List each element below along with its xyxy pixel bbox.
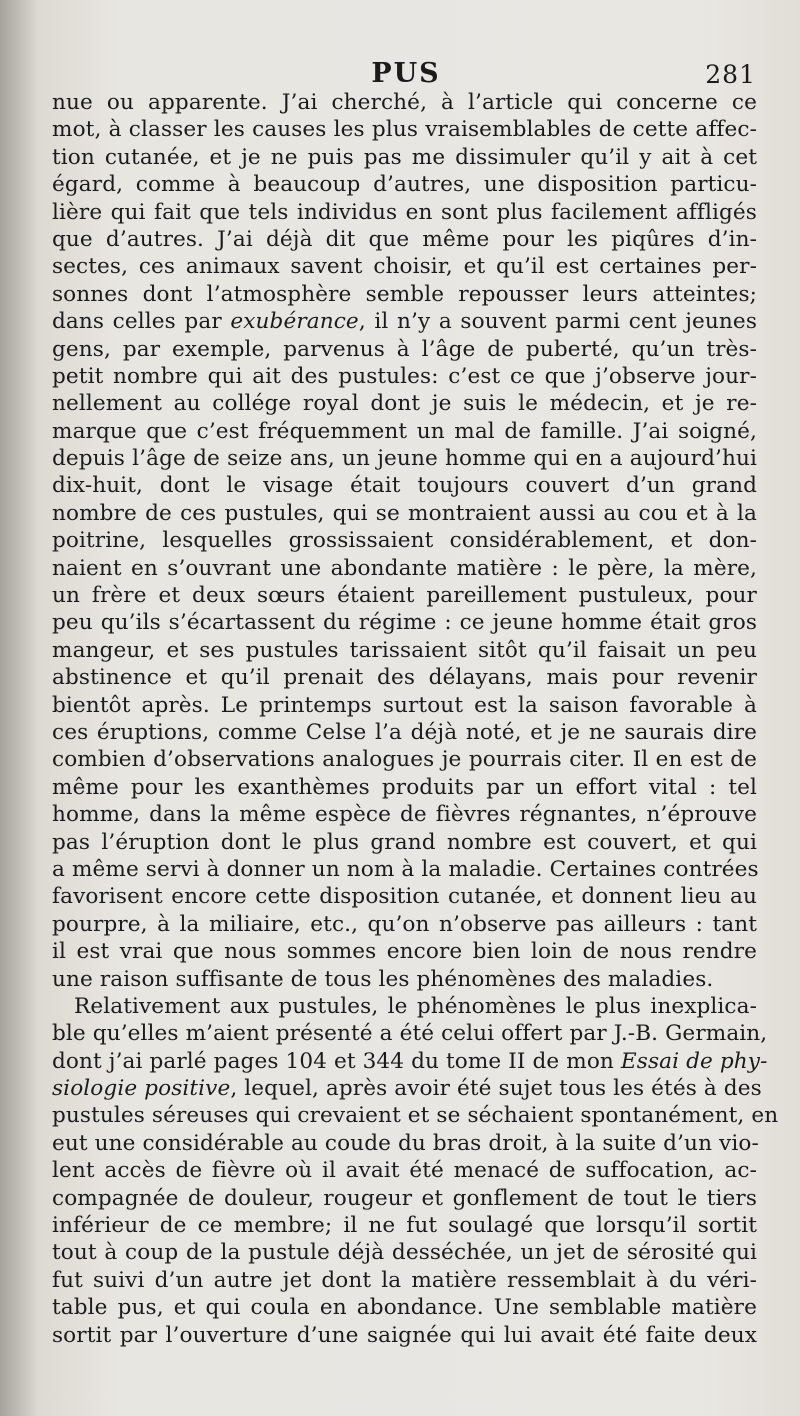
text-line	[52, 253, 757, 280]
gutter-shadow	[0, 0, 38, 1416]
text-line	[52, 445, 757, 472]
text-segment: table pus, et qui coula en abondance. Une semblable matière	[52, 1295, 757, 1321]
text-segment: , il n’y a souvent parmi cent jeunes	[358, 309, 757, 335]
text-segment: nombre de ces pustules, qui se montraient aussi au cou et à la	[52, 500, 757, 526]
text-line	[52, 829, 757, 856]
text-line	[52, 226, 757, 253]
text-segment: un frère et deux sœurs étaient pareillement pustuleux, pour	[52, 583, 757, 609]
text-line	[52, 500, 757, 527]
text-line	[52, 746, 757, 773]
text-segment: nue ou apparente. J’ai cherché, à l’article qui concerne ce	[52, 90, 757, 115]
page-header	[56, 58, 756, 88]
text-segment: lent accès de fièvre où il avait été menacé de suffocation, ac-	[52, 1158, 757, 1184]
text-line	[52, 938, 757, 965]
text-segment: naient en s’ouvrant une abondante matière : le père, la mère,	[52, 555, 757, 581]
text-segment: nellement au collége royal dont je suis le médecin, et je re-	[52, 391, 757, 417]
text-line	[52, 336, 757, 363]
text-segment: mot, à classer les causes les plus vraisemblables de cette affec-	[52, 117, 757, 143]
text-line	[52, 418, 757, 445]
text-segment: depuis l’âge de seize ans, un jeune homme qui en a aujourd’hui	[52, 446, 757, 472]
body-text	[52, 89, 779, 1349]
text-segment: sonnes dont l’atmosphère semble repousser leurs atteintes;	[52, 281, 757, 307]
text-line	[52, 911, 757, 938]
text-line	[52, 609, 757, 636]
text-line	[52, 116, 757, 143]
text-segment: égard, comme à beaucoup d’autres, une disposition particu-	[52, 172, 757, 198]
text-line	[52, 1322, 757, 1349]
text-segment: pustules séreuses qui crevaient et se séchaient spontanément, en	[52, 1103, 779, 1129]
text-segment: pourpre, à la miliaire, etc., qu’on n’observe pas ailleurs : tant	[52, 911, 757, 937]
text-segment: dans celles par	[52, 309, 231, 335]
text-segment: poitrine, lesquelles grossissaient considérablement, et don-	[52, 528, 757, 554]
text-segment: inférieur de ce membre; il ne fut soulagé que lorsqu’il sortit	[52, 1213, 757, 1239]
text-line	[52, 390, 757, 417]
text-line	[52, 1020, 768, 1047]
text-segment: eut une considérable au coude du bras droit, à la suite d’un vio-	[52, 1130, 759, 1156]
text-line	[52, 1102, 779, 1129]
text-line	[52, 582, 757, 609]
text-line	[52, 308, 757, 335]
text-segment: dont j’ai parlé pages 104 et 344 du tome II de mon	[52, 1048, 621, 1074]
running-head: PUS	[371, 58, 441, 89]
text-segment: Relativement aux pustules, le phénomènes le plus inexplica-	[74, 993, 757, 1019]
text-line	[52, 363, 757, 390]
text-segment: dix-huit, dont le visage était toujours couvert d’un grand	[52, 473, 757, 499]
text-line	[52, 856, 757, 883]
text-line	[52, 1157, 757, 1184]
text-segment: a même servi à donner un nom à la maladie. Certaines contrées	[52, 856, 759, 882]
text-segment: Essai de phy-	[620, 1048, 768, 1074]
text-segment: lière qui fait que tels individus en sont plus facilement affligés	[52, 199, 757, 225]
text-segment: fut suivi d’un autre jet dont la matière ressemblait à du véri-	[52, 1267, 757, 1293]
text-segment: il est vrai que nous sommes encore bien loin de nous rendre	[52, 939, 757, 965]
text-segment: peu qu’ils s’écartassent du régime : ce jeune homme était gros	[52, 610, 757, 636]
text-line	[52, 1075, 762, 1102]
text-line	[52, 883, 757, 910]
text-segment: gens, par exemple, parvenus à l’âge de puberté, qu’un très-	[52, 336, 757, 362]
text-line	[52, 1185, 757, 1212]
text-line	[52, 664, 757, 691]
text-line	[52, 1048, 768, 1075]
text-line	[52, 719, 757, 746]
text-line	[52, 1267, 757, 1294]
text-line	[52, 171, 757, 198]
text-line	[52, 281, 757, 308]
text-line	[52, 993, 757, 1020]
text-line	[52, 527, 757, 554]
text-segment: bientôt après. Le printemps surtout est la saison favorable à	[52, 692, 757, 718]
text-segment: tout à coup de la pustule déjà desséchée, un jet de sérosité qui	[52, 1240, 757, 1266]
text-line	[52, 966, 757, 993]
text-line	[52, 199, 757, 226]
text-segment: ble qu’elles m’aient présenté a été celui offert par J.-B. Germain,	[52, 1021, 768, 1047]
text-line	[52, 472, 757, 499]
text-line	[52, 692, 757, 719]
text-segment: petit nombre qui ait des pustules: c’est ce que j’observe jour-	[52, 363, 757, 389]
text-line	[52, 1212, 757, 1239]
text-line	[52, 801, 757, 828]
text-line	[52, 1130, 757, 1157]
text-line	[52, 774, 757, 801]
text-segment: marque que c’est fréquemment un mal de famille. J’ai soigné,	[52, 418, 757, 444]
text-line	[52, 144, 757, 171]
text-line	[52, 1239, 757, 1266]
text-segment: sectes, ces animaux savent choisir, et qu’il est certaines per-	[52, 254, 757, 280]
text-segment: mangeur, et ses pustules tarissaient sitôt qu’il faisait un peu	[52, 637, 757, 663]
text-line	[52, 1294, 757, 1321]
text-segment: combien d’observations analogues je pourrais citer. Il en est de	[52, 747, 757, 773]
text-segment: homme, dans la même espèce de fièvres régnantes, n’éprouve	[52, 802, 757, 828]
text-line	[52, 89, 757, 116]
text-segment: siologie positive	[52, 1076, 231, 1102]
text-segment: que d’autres. J’ai déjà dit que même pour les piqûres d’in-	[52, 226, 757, 252]
text-segment: , lequel, après avoir été sujet tous les étés à des	[230, 1076, 762, 1102]
text-segment: abstinence et qu’il prenait des délayans, mais pour revenir	[52, 665, 757, 691]
text-segment: pas l’éruption dont le plus grand nombre est couvert, et qui	[52, 829, 757, 855]
text-segment: tion cutanée, et je ne puis pas me dissimuler qu’il y ait à cet	[52, 144, 757, 170]
page-number: 281	[705, 60, 756, 89]
text-segment: une raison suffisante de tous les phénomènes des maladies.	[52, 966, 714, 992]
text-segment: exubérance	[230, 309, 359, 335]
text-segment: compagnée de douleur, rougeur et gonflement de tout le tiers	[52, 1185, 757, 1211]
text-segment: favorisent encore cette disposition cutanée, et donnent lieu au	[52, 884, 757, 910]
text-segment: ces éruptions, comme Celse l’a déjà noté, et je ne saurais dire	[52, 719, 757, 745]
text-line	[52, 637, 757, 664]
text-segment: sortit par l’ouverture d’une saignée qui lui avait été faite deux	[52, 1322, 757, 1348]
text-line	[52, 555, 757, 582]
text-segment: même pour les exanthèmes produits par un effort vital : tel	[52, 774, 757, 800]
